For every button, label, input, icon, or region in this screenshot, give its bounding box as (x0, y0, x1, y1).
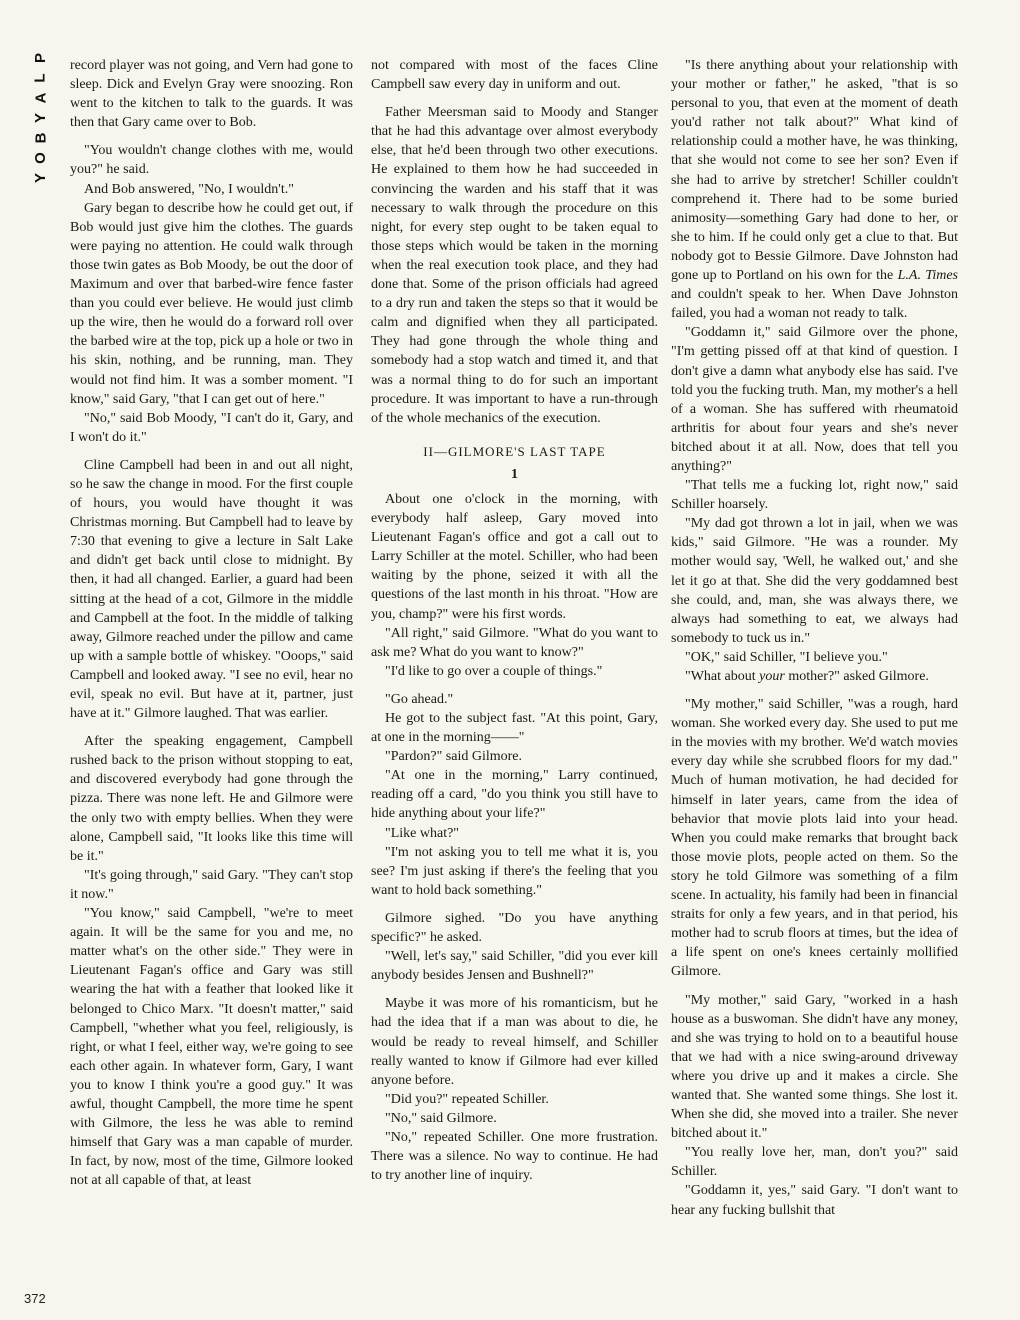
paragraph: "Pardon?" said Gilmore. (385, 749, 523, 765)
paragraph: "You know," said Campbell, "we're to meet again. It will be the same for you and me, no matter what's on the other side." They were in Lieutenant Fagan's office and Gary was still wearing the hat with a feather that looked like it belonged to Chico Marx. "It doesn't matter," said Campbell, "whether what you feel, religiously, is right, or what I feel, either way, we're going to see each other again. In whatever form, Gary, I want you to know I think you're a good guy." It was awful, thought Campbell, the more time he spent with Gilmore, the less he was able to remind himself that Gary was a man capable of murder. In fact, by now, most of the time, Gilmore looked not at all capable of that, at least (70, 906, 353, 1189)
section-heading: II—GILMORE'S LAST TAPE (423, 443, 606, 459)
paragraph: "It's going through," said Gary. "They can't stop it now." (70, 867, 353, 902)
paragraph: He got to the subject fast. "At this point, Gary, at one in the morning——" (371, 711, 658, 746)
paragraph: "My mother," said Gary, "worked in a hash house as a buswoman. She didn't have any money, and she was trying to hold on to a beautiful house that we had with a nice swing-around driveway where you drive up and it makes a circle. She wanted that. She wanted some things. She lost it. When she did, she moved into a trailer. She never bitched about it." (671, 992, 958, 1142)
paragraph: "Like what?" (385, 825, 460, 841)
magazine-masthead (26, 48, 56, 188)
paragraph: Cline Campbell had been in and out all night, so he saw the change in mood. For the first couple of hours, you would have thought it was Christmas morning. But Campbell had to leave by 7:30 that evening to give a lecture in Salt Lake and didn't get back until close to midnight. By then, it had all changed. Earlier, a guard had been sitting at the head of a cot, Gilmore in the middle and Campbell at the foot. In the middle of talking away, Gilmore reached under the pillow and came up with a sample bottle of whiskey. "Ooops," said Campbell and looked away. "I see no evil, hear no evil, speak no evil. But have at it, partner, just have at it." Gilmore laughed. That was earlier. (70, 457, 353, 722)
paragraph: "All right," said Gilmore. "What do you want to ask me? What do you want to know?" (371, 625, 658, 660)
paragraph: Maybe it was more of his romanticism, but he had the idea that if a man was about to die, he would be ready to reveal himself, and Schiller really wanted to know if Gilmore had ever killed anyone before. (371, 996, 658, 1088)
publication-name: L.A. Times (897, 268, 959, 284)
paragraph: "I'd like to go over a couple of things." (385, 663, 603, 679)
paragraph: "No," repeated Schiller. One more frustration. There was a silence. No way to continue. He had to try another line of inquiry. (371, 1129, 658, 1184)
paragraph: "No," said Gilmore. (385, 1110, 497, 1126)
paragraph: Gary began to describe how he could get out, if Bob would just give him the clothes. The guards were paying no attention. He could walk through those twin gates as Bob Moody, be out the door of Maximum and over that barbed-wire fence faster than you could ever believe. He would just climb up the wire, then he would do a forward roll over the barbed wire at the top, pick up a hole or two in his skin, nothing, and be running, man. They would not find him. It was a somber moment. "I know," said Gary, "that I can get out of here." (70, 200, 353, 407)
paragraph: "Well, let's say," said Schiller, "did you ever kill anybody besides Jensen and Bushnell?" (371, 949, 658, 984)
masthead-letter: Y (31, 172, 49, 184)
column-2-upper-text (371, 56, 658, 428)
text-column-3 (671, 56, 958, 1220)
masthead-letter: P (31, 52, 49, 64)
paragraph: "You really love her, man, don't you?" said Schiller. (671, 1145, 958, 1180)
paragraph: "At one in the morning," Larry continued, reading off a card, "do you think you still have to hide anything about your life?" (371, 768, 658, 822)
paragraph: Gilmore sighed. "Do you have anything specific?" he asked. (371, 910, 658, 946)
column-2-lower-text (371, 490, 658, 1185)
paragraph: "My mother," said Schiller, "was a rough, hard woman. She worked every day. She used to put me in the movies with my brother. We'd watch movies every day while she scrubbed floors for my dad." Much of human motivation, he had decided for himself in later years, came from the idea of behavior that movie plots laid into your head. When you could make remarks that brought back those movie plots, people acted on them. So the story he told Gilmore was something of a film scene. In actuality, his family had been in financial straits for only a few years, and in that period, his mother had to scrub floors at times, but the idea of a life spent on one's knees certainly mollified Gilmore. (671, 697, 958, 980)
paragraph (671, 667, 958, 686)
paragraph: And Bob answered, "No, I wouldn't." (84, 181, 294, 197)
text-column-1 (70, 56, 353, 1190)
paragraph: "That tells me a fucking lot, right now," said Schiller hoarsely. (671, 478, 958, 513)
page-number: 372 (24, 1291, 46, 1306)
paragraph: "I'm not asking you to tell me what it is, you see? I'm just asking if there's the feeling that you want to hold back something." (371, 844, 658, 898)
masthead-letter: L (31, 73, 49, 83)
paragraph: "OK," said Schiller, "I believe you." (685, 649, 888, 665)
paragraph: not compared with most of the faces Cline Campbell saw every day in uniform and out. (371, 58, 658, 93)
paragraph: "No," said Bob Moody, "I can't do it, Gary, and I won't do it." (70, 410, 353, 445)
paragraph: "You wouldn't change clothes with me, would you?" he said. (70, 143, 353, 178)
paragraph: "Goddamn it, yes," said Gary. "I don't want to hear any fucking bullshit that (671, 1183, 958, 1218)
masthead-letter: Y (31, 112, 49, 124)
paragraph: record player was not going, and Vern had gone to sleep. Dick and Evelyn Gray were snoozing. Ron went to the kitchen to talk to the guards. It was then that Gary came over to Bob. (70, 58, 353, 131)
paragraph: Father Meersman said to Moody and Stanger that he had this advantage over almost everybody else, that he'd been through two other executions. He explained to them how he had succeeded in convincing the warden and his staff that it was necessary to walk through the procedure on this night, for every step ought to be taken equal to those steps which would be taken in the morning when the real execution took place, and they had done that. Some of the prison officials had agreed to a dry run and taken the steps so that it would be calm and dignified when they all participated. They had gone through the whole thing and somebody had a stop watch and timed it, and that was a normal thing to do for such an important procedure. It was important to have a run-through of the whole mechanics of the execution. (371, 105, 658, 426)
paragraph: "My dad got thrown a lot in jail, when we was kids," said Gilmore. "He was a rounder. My mother would say, 'Well, he walked out,' and she let it go at that. She did the very goddamned best she could, and, man, she was always there, we always had something to eat, we always had somebody to tuck us in." (671, 516, 958, 646)
paragraph: After the speaking engagement, Campbell rushed back to the prison without stopping to eat, and discovered everybody had gone through the pizza. There was none left. He and Gilmore were the only two with empty bellies. When they were alone, Campbell said, "It looks like this time will be it." (70, 734, 353, 864)
section-number: 1 (511, 466, 518, 482)
masthead-letter: O (31, 152, 49, 164)
paragraph: About one o'clock in the morning, with everybody half asleep, Gary moved into Lieutenant Fagan's office and got a call out to Larry Schiller at the motel. Schiller, who had been waiting by the phone, seized it with all the questions of the last month in his throat. "How are you, champ?" were his first words. (371, 491, 658, 622)
emphasis-text: your (759, 669, 785, 684)
paragraph: "Goddamn it," said Gilmore over the phone, "I'm getting pissed off at that kind of question. I don't give a damn what anybody else has said. I've told you the fucking truth. Man, my mother's a hell of a woman. She has suffered with rheumatoid arthritis for about four years and she's never bitched about it at all. Now, does that tell you anything?" (671, 325, 958, 474)
paragraph: "Did you?" repeated Schiller. (385, 1091, 549, 1107)
paragraph-text: mother?" asked Gilmore. (784, 669, 929, 684)
paragraph: "Is there anything about your relationship with your mother or father," he asked, "that is so personal to you, that even at the moment of death you'd rather not talk about?" What kind of relationship could a mother have, he was thinking, that she would not come to see her son? Even if she had to arrive by stretcher! Schiller couldn't comprehend it. There had to be some buried animosity—something Gary had done to her, or she to him. If he could only get a clue to that. But nobody got to Bessie Gilmore. Dave Johnston had gone up to Portland on his own for the L.A. Times and couldn't speak to her. When Dave Johnston failed, you had a woman not ready to talk. (671, 58, 959, 322)
masthead-letter: B (32, 132, 49, 144)
text-column-2 (371, 56, 658, 1185)
paragraph: "Go ahead." (385, 691, 454, 707)
paragraph-text: "What about (685, 669, 760, 684)
masthead-letter: A (32, 92, 49, 104)
